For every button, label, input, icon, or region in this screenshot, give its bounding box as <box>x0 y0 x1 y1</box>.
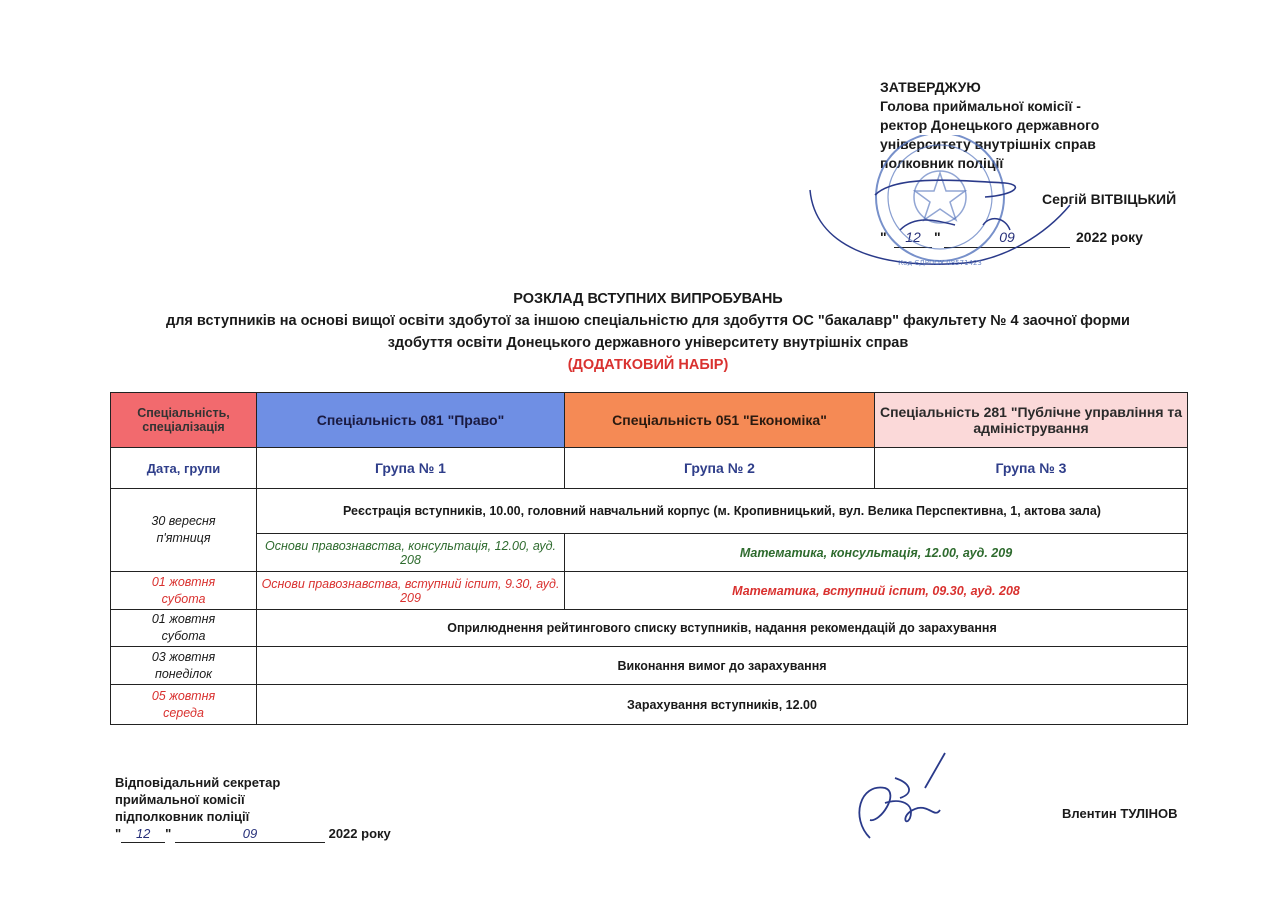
weekday-label: субота <box>161 591 206 606</box>
footer-quote-close: " <box>165 826 172 841</box>
ranking-cell: Оприлюднення рейтингового списку вступників, надання рекомендацій до зарахування <box>257 610 1188 647</box>
date-cell <box>111 489 257 572</box>
table-row <box>111 572 1188 610</box>
approval-day: 12 <box>894 228 932 248</box>
table-row <box>111 685 1188 725</box>
table-groups-row <box>111 448 1188 489</box>
table-header-row <box>111 393 1188 448</box>
official-stamp <box>805 135 1085 280</box>
approval-year: 2022 року <box>1076 229 1143 245</box>
requirements-cell: Виконання вимог до зарахування <box>257 647 1188 685</box>
date-label: 01 жовтня <box>151 612 216 626</box>
exam-law: Основи правознавства, вступний іспит, 9.30, ауд. 209 <box>257 572 565 610</box>
weekday-label: понеділок <box>154 666 213 681</box>
date-label: 03 жовтня <box>151 649 216 664</box>
approval-month: 09 <box>944 228 1070 248</box>
secretary-signature <box>840 748 970 848</box>
header-economics: Спеціальність 051 "Економіка" <box>565 393 875 448</box>
registration-cell: Реєстрація вступників, 10.00, головний навчальний корпус (м. Кропивницький, вул. Велика Перспективна, 1, актова зала) <box>257 489 1188 534</box>
consultation-math: Математика, консультація, 12.00, ауд. 209 <box>565 534 1188 572</box>
footer-quote-open: " <box>115 826 122 841</box>
group-2: Група № 2 <box>565 448 875 489</box>
table-row <box>111 647 1188 685</box>
weekday-label: п'ятниця <box>156 531 211 545</box>
footer-day: 12 <box>121 825 165 843</box>
table-row <box>111 489 1188 534</box>
approval-line-2: ректор Донецького державного <box>880 117 1100 133</box>
approval-heading: ЗАТВЕРДЖУЮ <box>880 79 981 95</box>
table-row <box>111 534 1188 572</box>
footer-month: 09 <box>175 825 325 843</box>
header-law: Спеціальність 081 "Право" <box>257 393 565 448</box>
approval-signer: Сергій ВІТВІЦЬКИЙ <box>1042 191 1177 207</box>
date-cell <box>111 647 257 685</box>
secretary-line-1: Відповідальний секретар <box>115 775 281 790</box>
date-cell <box>111 572 257 610</box>
approval-quote-close: " <box>934 229 941 245</box>
footer-year: 2022 року <box>328 826 391 841</box>
title-line-4: (ДОДАТКОВИЙ НАБІР) <box>567 357 729 373</box>
secretary-block <box>115 774 391 843</box>
weekday-label: субота <box>161 629 206 643</box>
schedule-table <box>110 392 1188 725</box>
weekday-label: середа <box>163 705 204 720</box>
header-public-admin: Спеціальність 281 "Публічне управління та адміністрування <box>875 393 1188 448</box>
table-row <box>111 610 1188 647</box>
enrollment-cell: Зарахування вступників, 12.00 <box>257 685 1188 725</box>
secretary-line-3: підполковник поліції <box>115 809 250 824</box>
consultation-law: Основи правознавства, консультація, 12.00, ауд. 208 <box>257 534 565 572</box>
secretary-line-2: приймальної комісії <box>115 792 245 807</box>
approval-line-1: Голова приймальної комісії - <box>880 98 1081 114</box>
date-label: 01 жовтня <box>151 574 216 589</box>
secretary-signer: Влентин ТУЛІНОВ <box>1062 806 1178 821</box>
approval-quote-open: " <box>880 229 887 245</box>
approval-line-3: університету внутрішніх справ <box>880 136 1096 152</box>
title-line-2: для вступників на основі вищої освіти здобутої за іншою спеціальністю для здобуття ОС "бакалавр" факультету № 4 заочної форми <box>166 313 1130 329</box>
date-cell <box>111 610 257 647</box>
stamp-code: Код ЄДРПОУ 08571423 <box>898 259 982 267</box>
secretary-date <box>115 825 391 843</box>
document-title <box>0 288 1272 376</box>
date-label: 30 вересня <box>151 514 216 528</box>
group-3: Група № 3 <box>875 448 1188 489</box>
date-cell <box>111 685 257 725</box>
groups-date-label: Дата, групи <box>111 448 257 489</box>
group-1: Група № 1 <box>257 448 565 489</box>
header-specialty: Спеціальність, спеціалізація <box>111 393 257 448</box>
title-line-1: РОЗКЛАД ВСТУПНИХ ВИПРОБУВАНЬ <box>513 291 783 307</box>
approval-line-4: полковник поліції <box>880 155 1004 171</box>
title-line-3: здобуття освіти Донецького державного університету внутрішніх справ <box>387 335 909 351</box>
date-label: 05 жовтня <box>151 688 216 703</box>
exam-math: Математика, вступний іспит, 09.30, ауд. 208 <box>565 572 1188 610</box>
